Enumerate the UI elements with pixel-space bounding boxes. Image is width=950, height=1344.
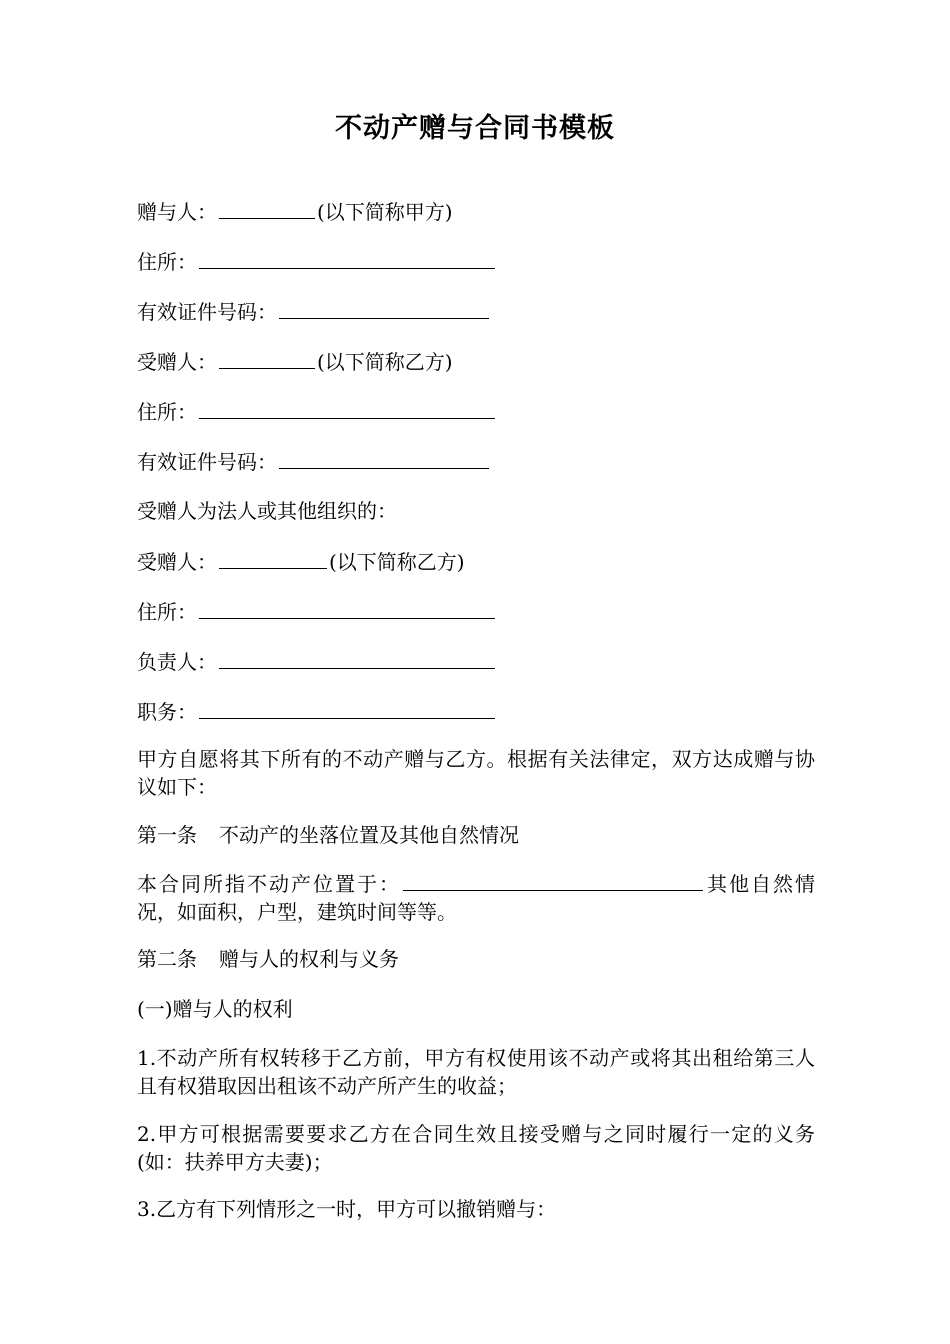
org-position-label: 职务：	[137, 700, 197, 724]
donee-id-blank[interactable]	[279, 448, 489, 469]
donee-name-blank[interactable]	[219, 348, 315, 369]
donor-address-label: 住所：	[137, 250, 197, 274]
article-1-number: 第一条	[137, 823, 197, 847]
intro-paragraph: 甲方自愿将其下所有的不动产赠与乙方。根据有关法律定，双方达成赠与协议如下：	[137, 747, 815, 799]
article-2-heading	[137, 946, 399, 972]
donor-label: 赠与人：	[137, 200, 217, 224]
org-donee-line	[137, 548, 465, 575]
donor-suffix: (以下简称甲方)	[317, 200, 453, 224]
donee-line	[137, 348, 453, 375]
org-donee-label: 受赠人：	[137, 550, 217, 574]
org-heading: 受赠人为法人或其他组织的：	[137, 499, 397, 523]
donor-address-blank[interactable]	[199, 248, 495, 269]
org-address-label: 住所：	[137, 600, 197, 624]
org-responsible-blank[interactable]	[219, 648, 495, 669]
article-1-text-after: 其他自然情况，如面积，户型，建筑时间等等。	[137, 872, 815, 924]
article-1-paragraph	[137, 870, 815, 926]
donee-address-line	[137, 398, 497, 425]
article-1-heading	[137, 822, 519, 848]
donee-address-label: 住所：	[137, 400, 197, 424]
donor-id-label: 有效证件号码：	[137, 300, 277, 324]
donee-suffix: (以下简称乙方)	[317, 350, 453, 374]
org-address-blank[interactable]	[199, 598, 495, 619]
org-donee-blank[interactable]	[219, 548, 327, 569]
item-1-paragraph: 1.不动产所有权转移于乙方前，甲方有权使用该不动产或将其出租给第三人且有权猎取因出租该不动产所产生的收益；	[137, 1046, 815, 1098]
article-1-text-before: 本合同所指不动产位置于：	[137, 872, 401, 896]
donee-id-label: 有效证件号码：	[137, 450, 277, 474]
donor-id-line	[137, 298, 491, 325]
donee-address-blank[interactable]	[199, 398, 495, 419]
donee-label: 受赠人：	[137, 350, 217, 374]
item-3-paragraph: 3.乙方有下列情形之一时，甲方可以撤销赠与：	[137, 1197, 557, 1221]
section-1-heading: (一)赠与人的权利	[137, 997, 293, 1021]
org-position-line	[137, 698, 497, 725]
org-donee-suffix: (以下简称乙方)	[329, 550, 465, 574]
article-2-number: 第二条	[137, 947, 197, 971]
donor-name-blank[interactable]	[219, 198, 315, 219]
donee-id-line	[137, 448, 491, 475]
document-title: 不动产赠与合同书模板	[335, 113, 615, 144]
donor-line	[137, 198, 453, 225]
org-responsible-label: 负责人：	[137, 650, 217, 674]
org-position-blank[interactable]	[199, 698, 495, 719]
property-location-blank[interactable]	[403, 870, 703, 891]
donor-address-line	[137, 248, 497, 275]
org-responsible-line	[137, 648, 497, 675]
item-2-paragraph: 2.甲方可根据需要要求乙方在合同生效且接受赠与之同时履行一定的义务(如：扶养甲方夫妻)；	[137, 1122, 815, 1174]
article-1-title: 不动产的坐落位置及其他自然情况	[219, 823, 519, 847]
article-2-title: 赠与人的权利与义务	[219, 947, 399, 971]
donor-id-blank[interactable]	[279, 298, 489, 319]
org-address-line	[137, 598, 497, 625]
